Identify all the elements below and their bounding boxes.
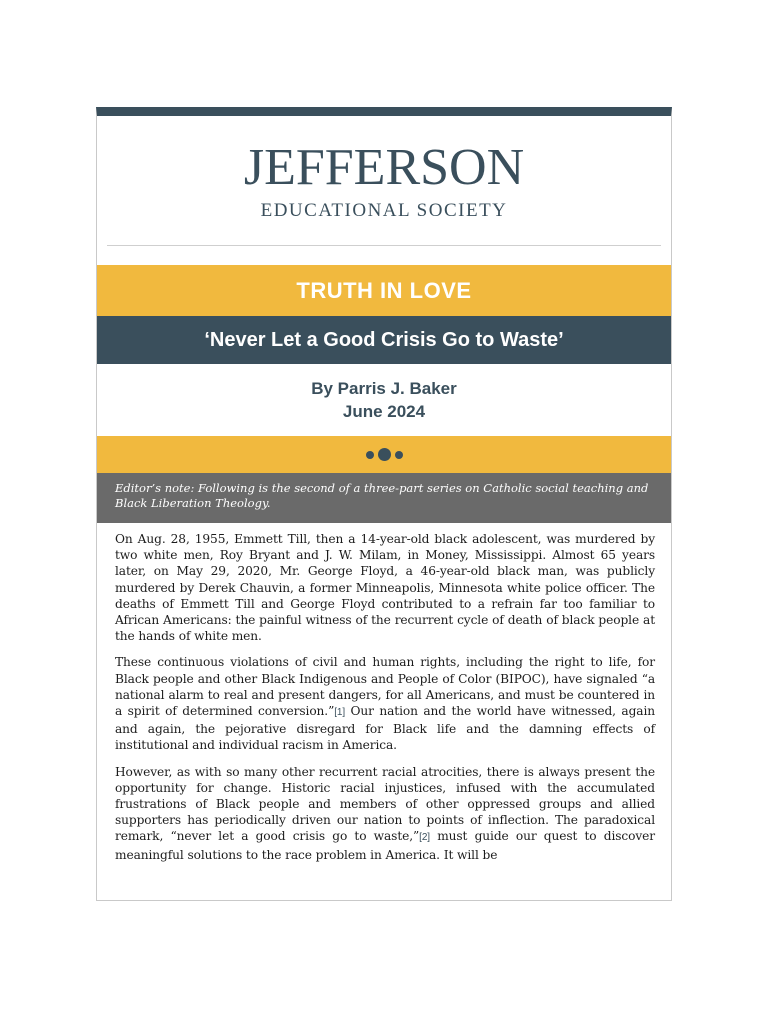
paragraph	[115, 764, 655, 863]
logo-subtitle: EDUCATIONAL SOCIETY	[260, 200, 508, 221]
author: By Parris J. Baker	[311, 379, 457, 398]
logo-wordmark: JEFFERSON	[243, 139, 525, 196]
paragraph-text: However, as with so many other recurrent racial atrocities, there is always present the opportunity for change. Historic racial injustices, infused with the accumulated frustrations of Black people and members of other oppressed groups and allied supporters has periodically driven our nation to points of inflection. The paradoxical remark, “never let a good crisis go to waste,”	[115, 764, 655, 844]
paragraph-text: Our nation and the world have witnessed, again and again, the pejorative disregard for Black life and the damning effects of institutional and individual racism in America.	[115, 704, 655, 753]
article-body	[97, 523, 671, 863]
paragraph-text: On Aug. 28, 1955, Emmett Till, then a 14-year-old black adolescent, was murdered by two white men, Roy Bryant and J. W. Milam, in Money, Mississippi. Almost 65 years later, on May 29, 2020, Mr. George Floyd, a 46-year-old black man, was publicly murdered by Derek Chauvin, a former Minneapolis, Minnesota white police officer. The deaths of Emmett Till and George Floyd contributed to a refrain far too familiar to African Americans: the painful witness of the recurrent cycle of death of black people at the hands of white men.	[115, 532, 655, 644]
paragraph-text: These continuous violations of civil and human rights, including the right to life, for Black people and other Black Indigenous and People of Color (BIPOC), have signaled “a national alarm to real and present dangers, for all Americans, and must be countered in a spirit of determined conversion.”	[115, 655, 655, 719]
dot-icon	[366, 451, 374, 459]
masthead-divider	[107, 245, 661, 246]
footnote-link[interactable]: [1]	[334, 707, 346, 719]
dot-icon	[395, 451, 403, 459]
paragraph	[115, 654, 655, 753]
newsletter-page	[96, 107, 672, 901]
publish-date: June 2024	[342, 402, 426, 421]
footnote-link[interactable]: [2]	[419, 832, 430, 844]
masthead	[97, 116, 671, 246]
editors-note: Editor’s note: Following is the second of a three-part series on Catholic social teaching and Black Liberation Theology.	[97, 473, 671, 523]
decorative-divider	[97, 436, 671, 473]
series-title: TRUTH IN LOVE	[97, 265, 671, 316]
paragraph	[115, 531, 655, 644]
article-title: ‘Never Let a Good Crisis Go to Waste’	[97, 316, 671, 364]
dot-icon	[378, 448, 391, 461]
paragraph-text: must guide our quest to discover meaningful solutions to the race problem in America. It will be	[115, 829, 656, 862]
byline	[97, 364, 671, 436]
